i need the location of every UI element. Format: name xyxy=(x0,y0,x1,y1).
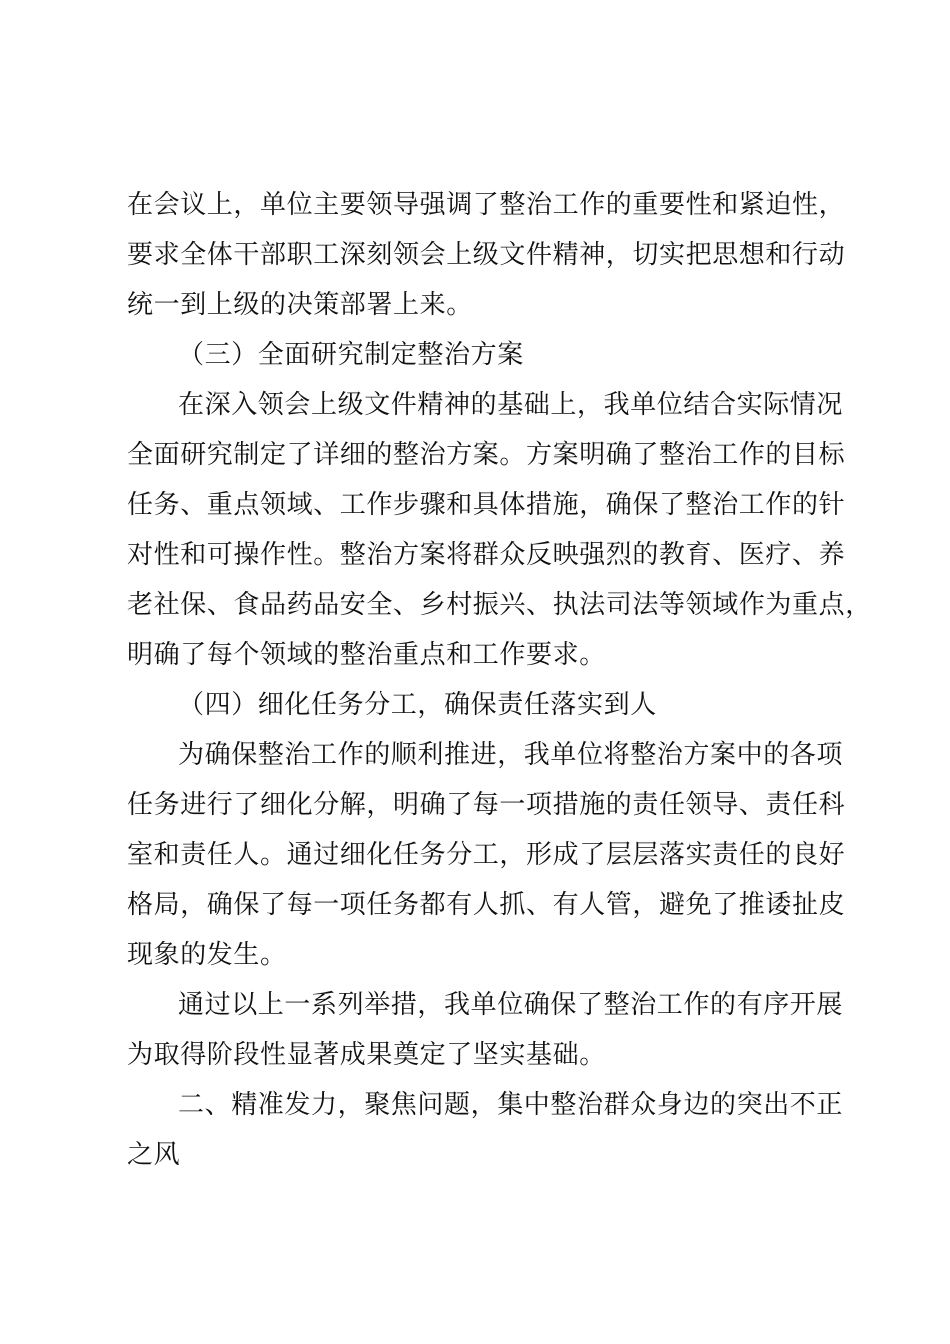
paragraph-line: 为确保整治工作的顺利推进，我单位将整治方案中的各项 xyxy=(178,740,844,770)
paragraph-line: 为取得阶段性显著成果奠定了坚实基础。 xyxy=(127,1040,606,1070)
paragraph-line: 全面研究制定了详细的整治方案。方案明确了整治工作的目标 xyxy=(127,440,846,470)
paragraph-line: 在会议上，单位主要领导强调了整治工作的重要性和紧迫性， xyxy=(127,190,846,220)
paragraph-line: 在深入领会上级文件精神的基础上，我单位结合实际情况 xyxy=(178,390,844,420)
paragraph-line: 通过以上一系列举措，我单位确保了整治工作的有序开展 xyxy=(178,990,844,1020)
paragraph-line: 任务进行了细化分解，明确了每一项措施的责任领导、责任科 xyxy=(127,790,846,820)
paragraph-line: 格局，确保了每一项任务都有人抓、有人管，避免了推诿扯皮 xyxy=(127,890,846,920)
paragraph-line: 老社保、食品药品安全、乡村振兴、执法司法等领域作为重点， xyxy=(127,590,872,620)
section-heading-3: （三）全面研究制定整治方案 xyxy=(178,340,524,370)
chapter-heading: 二、精准发力，聚焦问题，集中整治群众身边的突出不正 xyxy=(178,1090,844,1120)
paragraph-line: 室和责任人。通过细化任务分工，形成了层层落实责任的良好 xyxy=(127,840,846,870)
paragraph-line: 明确了每个领域的整治重点和工作要求。 xyxy=(127,640,606,670)
section-heading-4: （四）细化任务分工，确保责任落实到人 xyxy=(178,690,657,720)
paragraph-line: 现象的发生。 xyxy=(127,940,287,970)
chapter-heading-continued: 之风 xyxy=(127,1140,181,1170)
paragraph-line: 任务、重点领域、工作步骤和具体措施，确保了整治工作的针 xyxy=(127,490,846,520)
paragraph-line: 统一到上级的决策部署上来。 xyxy=(127,290,473,320)
paragraph-line: 要求全体干部职工深刻领会上级文件精神，切实把思想和行动 xyxy=(127,240,846,270)
paragraph-line: 对性和可操作性。整治方案将群众反映强烈的教育、医疗、养 xyxy=(127,540,846,570)
